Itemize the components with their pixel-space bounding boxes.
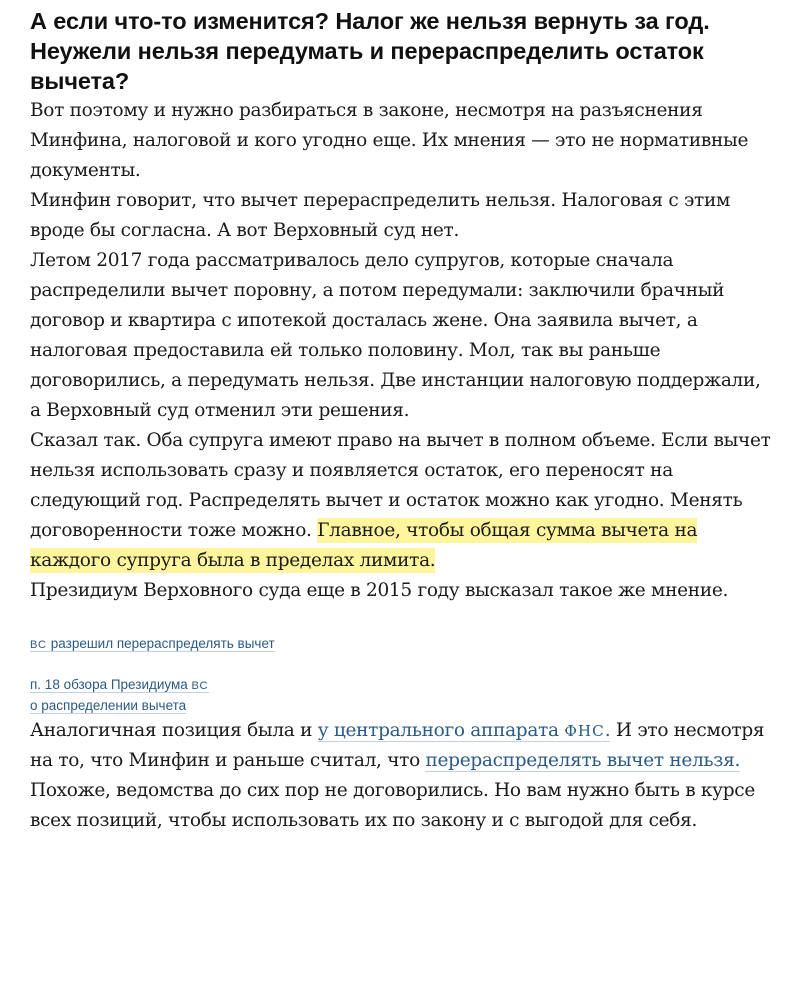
highlighted-quote: Главное, чтобы общая сумма вычета на каждого супруга была в пределах лимита. bbox=[30, 520, 698, 571]
source-link-item bbox=[30, 634, 775, 655]
fns-position-text: Аналогичная позиция была и bbox=[30, 720, 318, 741]
paragraph-explanation: Вот поэтому и нужно разбираться в законе, несмотря на разъяснения Минфина, налоговой и кого угодно еще. Их мнения — это не нормативные документы. bbox=[30, 100, 749, 181]
presidium-review-link-continued[interactable]: о распределении вычета bbox=[30, 698, 187, 713]
fns-link-text: у центрального аппарата bbox=[317, 720, 565, 741]
supreme-court-allowed-link[interactable] bbox=[30, 636, 275, 652]
presidium-link-text: п. 18 обзора Президиума bbox=[30, 677, 192, 692]
paragraph-presidium: Президиум Верховного суда еще в 2015 году высказал такое же мнение. bbox=[30, 580, 729, 601]
fns-position-mid: И это несмотря на то, что Минфин и раньше считал, что bbox=[30, 720, 765, 771]
paragraph-court-case: Летом 2017 года рассматривалось дело супругов, которые сначала распределили вычет поровну, а потом передумали: заключили брачный договор и квартира с ипотекой досталась жене. Она заявила вычет, а налоговая предоставила ей только половину. Мол, так вы раньше договорились, а передумать нельзя. Две инстанции налоговую поддержали, а Верховный суд отменил эти решения. bbox=[30, 250, 761, 421]
paragraph-court-ruling bbox=[30, 426, 775, 576]
fns-central-office-link[interactable] bbox=[318, 720, 611, 742]
minfin-no-redistribution-link[interactable]: перераспределять вычет нельзя. bbox=[425, 750, 741, 771]
presidium-abbr: ВС bbox=[191, 680, 209, 692]
paragraph-conclusion: Похоже, ведомства до сих пор не договорились. Но вам нужно быть в курсе всех позиций, чтобы использовать их по закону и с выгодой для себя. bbox=[30, 780, 755, 831]
court-ruling-text: Сказал так. Оба супруга имеют право на вычет в полном объеме. Если вычет нельзя использовать сразу и появляется остаток, его переносят на следующий год. Распределять вычет и остаток можно как угодно. Менять договоренности тоже можно. bbox=[30, 430, 771, 541]
presidium-review-link[interactable] bbox=[30, 677, 209, 693]
paragraph-fns-position bbox=[30, 716, 775, 776]
supreme-court-abbr: ВС bbox=[30, 639, 48, 651]
fns-abbr: ФНС bbox=[564, 722, 605, 740]
fns-link-period: . bbox=[604, 720, 611, 741]
source-link-item bbox=[30, 675, 775, 716]
supreme-court-link-text: разрешил перераспределять вычет bbox=[47, 636, 275, 651]
article-body bbox=[30, 6, 775, 836]
source-links bbox=[30, 634, 775, 716]
paragraph-minfin-position: Минфин говорит, что вычет перераспределить нельзя. Налоговая с этим вроде бы согласна. А вот Верховный суд нет. bbox=[30, 190, 731, 241]
section-heading: А если что-то изменится? Налог же нельзя вернуть за год. Неужели нельзя передумать и перераспределить остаток вычета? bbox=[30, 8, 710, 94]
